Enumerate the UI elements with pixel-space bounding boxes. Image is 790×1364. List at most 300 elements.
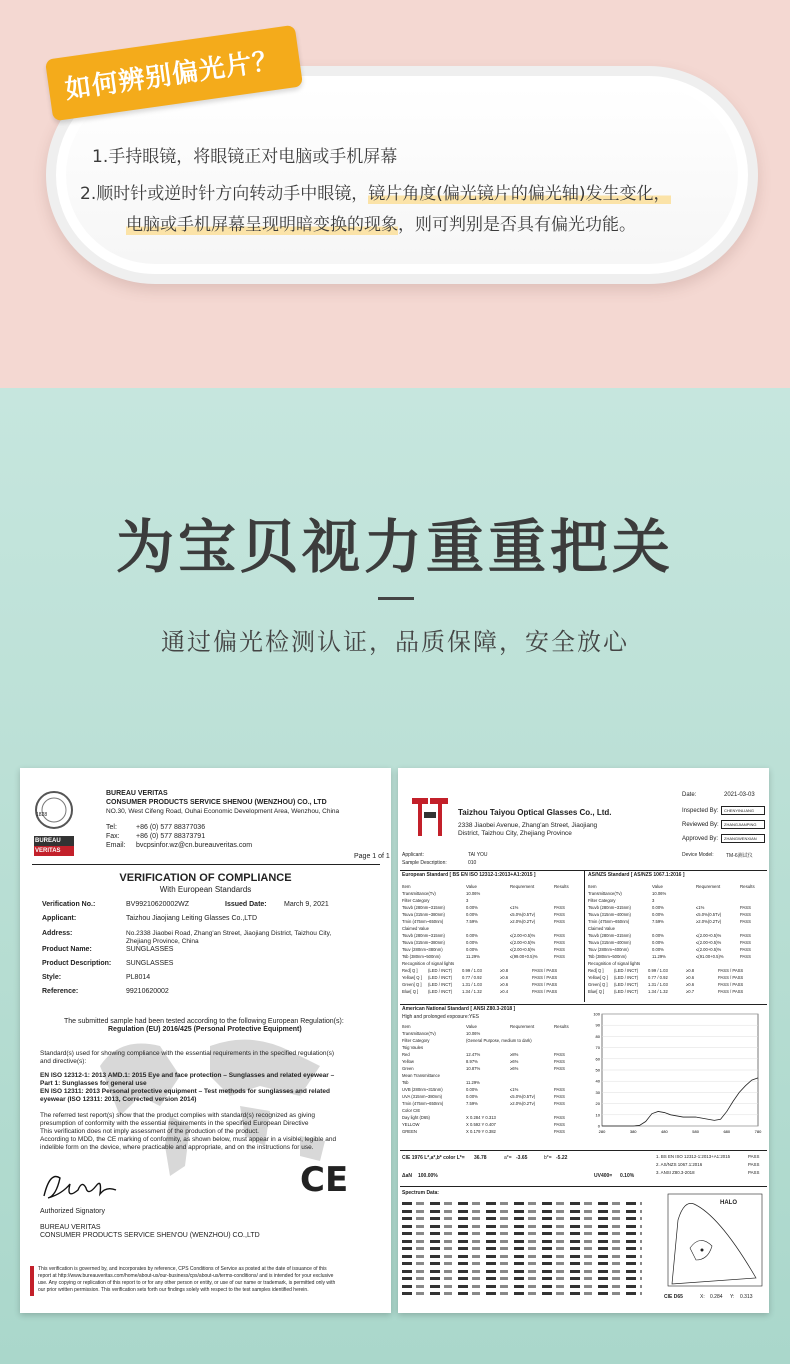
rule	[400, 1186, 767, 1187]
table-cell: 11.29%	[466, 954, 480, 959]
fine-1: This verification is governed by, and incorporates by reference, CPS Conditions of Service as posted at the date of issuance of this	[38, 1266, 327, 1272]
reference-label: Reference:	[42, 988, 79, 995]
table-cell: Tsuv (280nm~380nm)	[402, 947, 443, 952]
rule	[400, 1004, 767, 1005]
table-cell: 0.00%	[466, 1087, 478, 1092]
table-cell: 7.59%	[466, 919, 478, 924]
signal-cell: ≥0.8	[500, 968, 509, 973]
bureau-veritas-certificate	[20, 768, 391, 1313]
fax-value: +86 (0) 577 88373791	[136, 833, 206, 840]
signal-cell: Blue[ Q ]	[402, 989, 419, 994]
ansi-subtitle: High and prolonged exposure:YES	[402, 1014, 479, 1020]
y-tick-label: 40	[595, 1078, 600, 1084]
y-tick-label: 30	[595, 1089, 600, 1095]
table-cell: PASS	[740, 912, 751, 917]
fine-4: our prior written permission. This verification sets forth our findings solely with respect to the test samples identified herein.	[38, 1287, 309, 1293]
signal-cell: 0.77 / 0.92	[462, 975, 482, 980]
style-label: Style:	[42, 974, 62, 981]
signal-lights-title: Recognition of signal lights	[402, 961, 455, 966]
table-header: Requrement	[696, 884, 721, 889]
inspected-label: Inspected By:	[682, 808, 719, 814]
column-divider	[584, 870, 585, 1002]
spectrum-row	[402, 1262, 642, 1265]
table-cell: ≥6%	[510, 1066, 519, 1071]
signal-cell: PASS / PASS	[532, 975, 558, 980]
signal-cell: ≥0.7	[686, 989, 695, 994]
step-1: 1.手持眼镜，将眼镜正对电脑或手机屏幕	[92, 147, 398, 167]
signal-cell: Green[ Q ]	[402, 982, 422, 987]
cie-a-label: a*=	[504, 1155, 512, 1161]
cie-d65-label: CIE D65	[664, 1294, 683, 1300]
signal-cell: 1.31 / 1.03	[648, 982, 668, 987]
signal-cell: (LED / INCT)	[614, 989, 639, 994]
table-cell: PASS	[554, 1087, 565, 1092]
signal-cell: (LED / INCT)	[428, 982, 453, 987]
table-cell: ≤5.0%(0.5Tv)	[510, 912, 536, 917]
table-cell: Filter Category	[402, 1038, 430, 1043]
transmittance-chart	[588, 1008, 766, 1144]
signal-cell: PASS / PASS	[532, 968, 558, 973]
address-value-1: No.2338 Jiaobei Road, Zhang'an Street, Jiaojiang District, Taizhou City,	[126, 930, 332, 937]
intro-section	[0, 0, 790, 388]
table-cell: ≤1%	[510, 1087, 519, 1092]
result-status: PASS	[748, 1154, 760, 1159]
signal-cell: 1.34 / 1.32	[462, 989, 482, 994]
table-cell: Tsuvb (280nm~315nm)	[402, 933, 445, 938]
applicant-label: Applicant:	[42, 915, 77, 922]
y-tick-label: 50	[595, 1067, 600, 1073]
table-cell: Tsuvb (280nm~315nm)	[402, 905, 445, 910]
table-cell: 10.06%	[466, 1031, 481, 1036]
spectrum-row	[402, 1292, 642, 1295]
table-cell: X 0.179 Y 0.382	[466, 1129, 496, 1134]
reviewed-value: ZHANGJIANPING	[721, 820, 765, 829]
table-cell: Filter Category	[588, 898, 616, 903]
table-cell: X 0.284 Y 0.313	[466, 1115, 496, 1120]
table-cell: GREEN	[402, 1129, 417, 1134]
step-3-b: ，则可判别是否具有偏光功能。	[398, 215, 636, 235]
table-cell: ≥6%	[510, 1059, 519, 1064]
spectrum-row	[402, 1285, 642, 1288]
applicant-label: Applicant:	[402, 852, 424, 858]
para-3: Standard(s) used for showing compliance with the essential requirements in the specified regulation(s)	[40, 1050, 335, 1057]
table-cell: PASS	[554, 1066, 565, 1071]
logo-text-2: VERITAS	[35, 848, 61, 854]
applicant-value: Taizhou Jiaojiang Leiting Glasses Co.,LTD	[126, 915, 257, 922]
transmittance-line	[602, 1078, 758, 1126]
cie-label: CIE 1976 L*,a*,b* color L*=	[402, 1155, 465, 1161]
x-tick-label: 480	[661, 1129, 668, 1134]
red-bar	[30, 1266, 34, 1296]
cie-x-label: X:	[700, 1294, 705, 1300]
signal-cell: 1.34 / 1.32	[648, 989, 668, 994]
para-6d: According to MDD, the CE marking of conformity, as shown below, must appear in a visible, legible and	[40, 1136, 337, 1143]
table-cell: PASS	[554, 905, 565, 910]
table-cell: Red	[402, 1052, 410, 1057]
signal-cell: PASS / PASS	[532, 982, 558, 987]
table-cell: Transmittance(Tv)	[588, 891, 622, 896]
table-header: Value	[652, 884, 663, 889]
y-tick-label: 80	[595, 1033, 600, 1039]
table-cell: ≤1%	[696, 905, 705, 910]
eu-standard-title: European Standard [ BS EN ISO 12312-1:2013+A1:2015 ]	[402, 872, 536, 878]
table-header: Item	[402, 884, 411, 889]
table-cell: 10.87%	[466, 1066, 481, 1071]
para-4b: Part 1: Sunglasses for general use	[40, 1080, 147, 1087]
signal-cell: ≥0.4	[500, 989, 509, 994]
product-desc-label: Product Description:	[42, 960, 112, 967]
para-6e: indelible form on the device, where practicable and appropriate, and on the instructions for use.	[40, 1144, 314, 1151]
table-header: Results	[740, 884, 755, 889]
spectrum-row	[402, 1232, 642, 1235]
fax-label: Fax:	[106, 833, 120, 840]
table-cell: ≤(2.00+0.5)%	[510, 940, 536, 945]
approved-label: Approved By:	[682, 836, 719, 842]
table-cell: Green	[402, 1066, 414, 1071]
signal-cell: ≥0.6	[686, 982, 695, 987]
page-number: Page 1 of 1	[354, 853, 390, 860]
spectrum-row	[402, 1247, 642, 1250]
inspected-value: CHENYINLIANG	[721, 806, 765, 815]
para-4: EN ISO 12312-1: 2013 AMD.1: 2015 Eye and face protection – Sunglasses and related eyewear –	[40, 1072, 335, 1079]
table-cell: (General Purpose, medium to dark)	[466, 1038, 532, 1043]
table-cell: ≤(2.00+0.5)%	[696, 933, 722, 938]
table-header: Item	[588, 884, 597, 889]
spectrum-row	[402, 1217, 642, 1220]
ansi-standard-title: American National Standard [ ANSI Z80.3-2018 ]	[402, 1006, 516, 1012]
table-cell: Transmittance(Tv)	[402, 1031, 436, 1036]
y-tick-label: 90	[595, 1022, 600, 1028]
signal-cell: PASS / PASS	[718, 989, 744, 994]
signal-cell: 0.99 / 1.03	[648, 968, 668, 973]
table-cell: ≤(2.00+0.5)%	[510, 933, 536, 938]
vno-value: BV99210620002WZ	[126, 901, 190, 908]
table-cell: 12.47%	[466, 1052, 481, 1057]
table-cell: Day light (D65)	[402, 1115, 430, 1120]
table-cell: ≥8%	[510, 1052, 519, 1057]
table-header: Item	[402, 1024, 411, 1029]
table-cell: 0.00%	[652, 940, 664, 945]
table-cell: ≤(91.00+0.5)%	[696, 954, 724, 959]
table-cell: Tsuv (280nm~400nm)	[588, 947, 629, 952]
table-cell: PASS	[554, 1094, 565, 1099]
address-value-2: Zhejiang Province, China	[126, 938, 199, 945]
table-cell: ≤5.0%(0.5Tv)	[696, 912, 722, 917]
uv-value: 0.10%	[620, 1173, 635, 1179]
signal-cell: ≥0.8	[686, 968, 695, 973]
table-cell: PASS	[554, 1129, 565, 1134]
subheadline: 通过偏光检测认证，品质保障，安全放心	[161, 628, 629, 656]
fine-2: report at http://www.bureauveritas.com/home/about-us/our-business/cps/about-us/terms-conditions/ and is intended for your exclusive	[38, 1273, 334, 1279]
org-name: BUREAU VERITAS	[106, 790, 168, 797]
table-cell: 3	[466, 898, 469, 903]
table-cell: PASS	[554, 947, 565, 952]
signature	[40, 1166, 120, 1206]
y-tick-label: 100	[593, 1011, 600, 1017]
y-tick-label: 10	[595, 1112, 600, 1118]
table-cell: Tmin (475nm~650nm)	[402, 919, 444, 924]
table-cell: 0.00%	[466, 912, 478, 917]
company-logo	[410, 794, 450, 840]
table-cell: Tsuva (315nm~380nm)	[402, 940, 445, 945]
table-cell: 0.00%	[652, 933, 664, 938]
table-cell: Tsig Vaules	[402, 1045, 424, 1050]
signal-cell: 1.31 / 1.03	[462, 982, 482, 987]
rule	[400, 1150, 767, 1151]
result-name: 1. BS EN ISO 12312-1:2013+A1:2015	[656, 1154, 731, 1159]
table-cell: Claimed Value	[588, 926, 615, 931]
reference-value: 99210620002	[126, 988, 169, 995]
x-tick-label: 580	[692, 1129, 699, 1134]
table-cell: PASS	[554, 933, 565, 938]
table-cell: X 0.592 Y 0.407	[466, 1122, 496, 1127]
halo-label: HALO	[720, 1200, 737, 1206]
footer-org-2: CONSUMER PRODUCTS SERVICE SHEN'OU (WENZHOU) CO.,LTD	[40, 1232, 260, 1239]
table-cell: PASS	[740, 954, 751, 959]
signal-cell: (LED / INCT)	[614, 975, 639, 980]
org-name-2: CONSUMER PRODUCTS SERVICE SHENOU (WENZHOU) CO., LTD	[106, 799, 327, 806]
signal-cell: ≥0.6	[500, 982, 509, 987]
table-cell: PASS	[740, 905, 751, 910]
dav-value: 100.00%	[418, 1173, 438, 1179]
table-cell: ≥2.0%(0.2Tv)	[510, 919, 536, 924]
cie-l: 36.78	[474, 1155, 487, 1161]
table-cell: ≤(2.00+0.5)%	[510, 947, 536, 952]
signal-cell: ≥0.6	[686, 975, 695, 980]
table-cell: 0.00%	[652, 905, 664, 910]
cie-a: -3.65	[516, 1155, 528, 1161]
para-3b: and directive(s):	[40, 1058, 87, 1065]
table-cell: 7.59%	[466, 1101, 478, 1106]
table-cell: 3	[652, 898, 655, 903]
table-cell: Tmin (475nm~650nm)	[588, 919, 630, 924]
table-cell: PASS	[740, 940, 751, 945]
signal-cell: Blue[ Q ]	[588, 989, 605, 994]
table-cell: PASS	[554, 912, 565, 917]
table-cell: Tsuvb (280nm~315nm)	[588, 905, 631, 910]
signal-cell: Yellow[ Q ]	[588, 975, 608, 980]
asnzs-standard-title: AS/NZS Standard [ AS/NZS 1067.1:2016 ]	[588, 872, 685, 878]
x-tick-label: 380	[629, 1129, 637, 1134]
y-tick-label: 20	[595, 1101, 600, 1107]
cie-b-label: b*=	[544, 1155, 552, 1161]
y-tick-label: 0	[597, 1123, 600, 1129]
para-5b: eyewear (ISO 12311: 2013, Corrected version 2014)	[40, 1096, 197, 1103]
signal-cell: ≥0.6	[500, 975, 509, 980]
spectrum-row	[402, 1255, 642, 1258]
signal-lights-title: Recognition of signal lights	[588, 961, 641, 966]
table-cell: 0.00%	[652, 912, 664, 917]
x-tick-label: 780	[754, 1129, 762, 1134]
table-cell: PASS	[554, 919, 565, 924]
address-label: Address:	[42, 930, 73, 937]
table-cell: PASS	[554, 1115, 565, 1120]
dav-label: ΔaN	[402, 1173, 412, 1179]
x-tick-label: 280	[598, 1129, 606, 1134]
table-cell: Tsuva (315nm~400nm)	[588, 912, 631, 917]
date-value: 2021-03-03	[724, 792, 755, 798]
divider	[378, 597, 414, 600]
spectrum-row	[402, 1270, 642, 1273]
signal-cell: (LED / INCT)	[428, 968, 453, 973]
para-1: The submitted sample had been tested according to the following European Regulation(s):	[64, 1018, 344, 1025]
table-cell: Filter Category	[402, 898, 430, 903]
sample-label: Sample Description:	[402, 860, 447, 866]
signal-cell: (LED / INCT)	[614, 982, 639, 987]
company-address-2: District, Taizhou City, Zhejiang Province	[458, 830, 572, 837]
signal-cell: PASS / PASS	[718, 982, 744, 987]
device-model-label: Device Model:	[682, 852, 714, 858]
table-cell: Tsuva (315nm~400nm)	[588, 940, 631, 945]
signal-cell: (LED / INCT)	[428, 989, 453, 994]
cert-title: VERIFICATION OF COMPLIANCE	[119, 872, 292, 884]
device-model-value: TM-6测试仪	[726, 853, 753, 859]
table-cell: PASS	[740, 919, 751, 924]
reviewed-label: Reviewed By:	[682, 822, 719, 828]
signal-cell: (LED / INCT)	[614, 968, 639, 973]
spectrum-row	[402, 1277, 642, 1280]
table-cell: PASS	[740, 933, 751, 938]
table-cell: PASS	[554, 1122, 565, 1127]
step-3-highlight: 电脑或手机屏幕呈现明暗变换的现象	[126, 215, 398, 235]
table-header: Requrement	[510, 884, 535, 889]
x-tick-label: 680	[723, 1129, 731, 1134]
cie-diagram	[660, 1190, 766, 1300]
table-cell: PASS	[554, 1052, 565, 1057]
vno-label: Verification No.:	[42, 901, 96, 908]
table-cell: 0.00%	[466, 1094, 478, 1099]
step-2-a: 2.顺时针或逆时针方向转动手中眼镜，	[80, 184, 369, 204]
headline: 为宝贝视力重重把关	[115, 513, 674, 581]
spectrum-row	[402, 1225, 642, 1228]
table-cell: 0.00%	[466, 905, 478, 910]
signal-cell: 0.99 / 1.03	[462, 968, 482, 973]
table-cell: Mean Transmittance	[402, 1073, 440, 1078]
table-cell: ≤(2.00+0.5)%	[696, 940, 722, 945]
signatory: Authorized Signatory	[40, 1208, 105, 1215]
product-desc-value: SUNGLASSES	[126, 960, 174, 967]
signal-cell: PASS / PASS	[532, 989, 558, 994]
cie-y-value: 0.313	[740, 1294, 753, 1300]
table-cell: 7.59%	[652, 919, 664, 924]
step-2	[80, 179, 671, 204]
table-cell: ≤(2.00+0.5)%	[696, 947, 722, 952]
applicant-value: TAI YOU	[468, 852, 488, 858]
issued-label: Issued Date:	[225, 901, 267, 908]
cie-y-label: Y:	[730, 1294, 735, 1300]
table-cell: YELLOW	[402, 1122, 420, 1127]
tel-label: Tel:	[106, 824, 117, 831]
tel-value: +86 (0) 577 88377036	[136, 824, 206, 831]
table-cell: 0.00%	[466, 947, 478, 952]
taiyou-test-report	[398, 768, 769, 1313]
step-2-highlight: 镜片角度(偏光镜片的偏光轴)发生变化，	[368, 184, 671, 204]
table-cell: Yellow	[402, 1059, 414, 1064]
table-cell: Tsb (380nm~500nm)	[402, 954, 441, 959]
spectrum-row	[402, 1202, 642, 1205]
signal-cell: PASS / PASS	[718, 975, 744, 980]
rule	[32, 864, 380, 865]
result-status: PASS	[748, 1162, 760, 1167]
spectrum-row	[402, 1240, 642, 1243]
result-name: 2. AS/NZS 1067.1:2016	[656, 1162, 703, 1167]
table-cell: PASS	[740, 947, 751, 952]
cie-x-value: 0.284	[710, 1294, 723, 1300]
table-cell: PASS	[554, 1101, 565, 1106]
table-cell: Transmittance(Tv)	[402, 891, 436, 896]
table-cell: PASS	[554, 954, 565, 959]
table-cell: Tsb	[402, 1080, 409, 1085]
table-cell: ≥2.0%(0.2Tv)	[510, 1101, 536, 1106]
table-header: Value	[466, 884, 477, 889]
table-header: Results	[554, 884, 569, 889]
email-label: Email:	[106, 842, 126, 849]
table-cell: ≤(99.00+0.5)%	[510, 954, 538, 959]
table-cell: ≤1%	[510, 905, 519, 910]
table-cell: ≤5.0%(0.5Tv)	[510, 1094, 536, 1099]
table-cell: Color CIE	[402, 1108, 421, 1113]
signal-cell: 0.77 / 0.92	[648, 975, 668, 980]
issued-value: March 9, 2021	[284, 901, 329, 908]
table-cell: Tsuva (315nm~380nm)	[402, 912, 445, 917]
cie-b: -5.22	[556, 1155, 568, 1161]
table-cell: 11.29%	[466, 1080, 480, 1085]
table-cell: 11.29%	[652, 954, 666, 959]
signal-cell: Yellow[ Q ]	[402, 975, 422, 980]
signal-cell: Red[ Q ]	[588, 968, 604, 973]
para-2: Regulation (EU) 2016/425 (Personal Protective Equipment)	[108, 1026, 302, 1033]
table-cell: Tsb (380nm~500nm)	[588, 954, 627, 959]
style-value: PL8014	[126, 974, 151, 981]
para-6c: This verification does not imply assessment of the production of the product.	[40, 1128, 259, 1135]
result-name: 3. ANSI Z80.3-2018	[656, 1170, 695, 1175]
step-3	[126, 210, 636, 235]
result-status: PASS	[748, 1170, 760, 1175]
table-cell: 8.97%	[466, 1059, 478, 1064]
y-tick-label: 60	[595, 1056, 600, 1062]
footer-org: BUREAU VERITAS	[40, 1224, 101, 1231]
table-header: Requrement	[510, 1024, 535, 1029]
table-header: Value	[466, 1024, 477, 1029]
product-name-value: SUNGLASSES	[126, 946, 174, 953]
product-name-label: Product Name:	[42, 946, 92, 953]
table-cell: 10.06%	[466, 891, 481, 896]
table-cell: Claimed Value	[402, 926, 429, 931]
ce-mark: CE	[300, 1160, 349, 1200]
signal-cell: (LED / INCT)	[428, 975, 453, 980]
tag-text: 如何辨别偏光片？	[63, 45, 282, 106]
y-tick-label: 70	[595, 1045, 600, 1051]
cert-subtitle: With European Standards	[159, 885, 252, 894]
date-label: Date:	[682, 792, 697, 798]
para-6: The referred test report(s) show that the product complies with standard(s) recognized as giving	[40, 1112, 315, 1119]
table-cell: UVB (280nm~315nm)	[402, 1087, 443, 1092]
signal-cell: PASS / PASS	[718, 968, 744, 973]
table-header: Results	[554, 1024, 569, 1029]
para-5: EN ISO 12311: 2013 Personal protective equipment – Test methods for sunglasses and related	[40, 1088, 330, 1095]
table-cell: PASS	[554, 1059, 565, 1064]
seal-year: 1828	[36, 812, 48, 818]
email-value: bvcpsinfor.wz@cn.bureauveritas.com	[136, 842, 253, 849]
approved-value: ZHANGWENXIAN	[721, 834, 765, 843]
table-cell: ≥2.0%(0.2Tv)	[696, 919, 722, 924]
company-address-1: 2338 Jiaobei Avenue, Zhang'an Street, Jiaojiang	[458, 822, 598, 829]
logo-text-1: BUREAU	[35, 838, 61, 844]
table-cell: Tmin (475nm~650nm)	[402, 1101, 444, 1106]
spectrum-title: Spectrum Data:	[402, 1190, 439, 1196]
table-cell: PASS	[554, 940, 565, 945]
table-cell: 10.06%	[652, 891, 667, 896]
